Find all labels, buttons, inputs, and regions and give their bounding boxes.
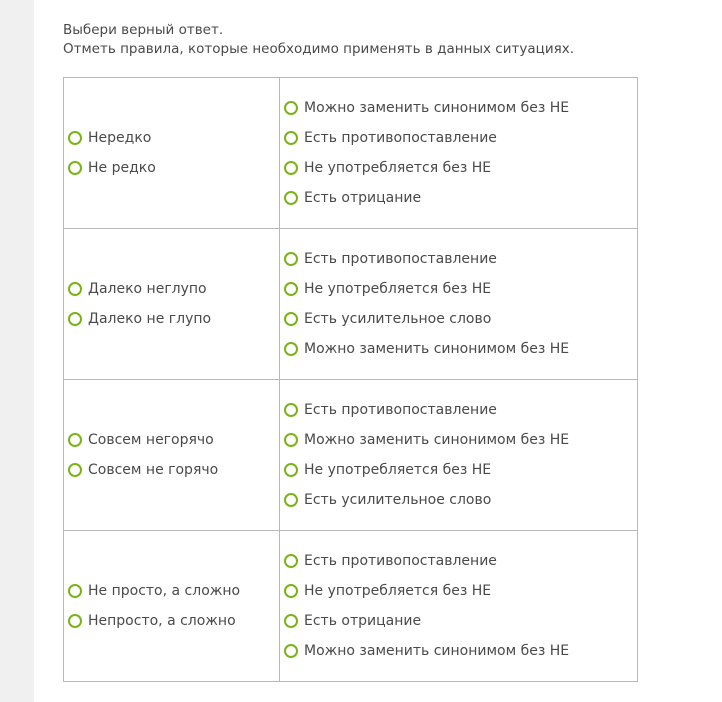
radio-button[interactable] — [284, 101, 298, 115]
word-option[interactable] — [68, 576, 279, 606]
rule-options — [280, 244, 637, 364]
radio-button[interactable] — [284, 614, 298, 628]
word-option-label: Совсем не горячо — [88, 462, 219, 478]
rule-options — [280, 93, 637, 213]
radio-button[interactable] — [284, 584, 298, 598]
word-option-label: Не просто, а сложно — [88, 583, 241, 599]
radio-button[interactable] — [284, 644, 298, 658]
radio-button[interactable] — [68, 614, 82, 628]
instruction-line-1: Выбери верный ответ. — [63, 22, 224, 38]
quiz-row — [64, 229, 638, 380]
radio-button[interactable] — [284, 403, 298, 417]
quiz-panel — [34, 0, 722, 702]
radio-button[interactable] — [284, 463, 298, 477]
word-option[interactable] — [68, 606, 279, 636]
word-options — [64, 425, 279, 485]
rule-option-label: Есть противопоставление — [304, 251, 497, 267]
word-option[interactable] — [68, 153, 279, 183]
rule-option-label: Есть отрицание — [304, 190, 422, 206]
rule-option[interactable] — [284, 274, 637, 304]
rule-option[interactable] — [284, 304, 637, 334]
quiz-table — [63, 77, 638, 682]
word-option-label: Не редко — [88, 160, 156, 176]
rule-option-label: Можно заменить синонимом без НЕ — [304, 100, 570, 116]
radio-button[interactable] — [284, 433, 298, 447]
rule-option[interactable] — [284, 334, 637, 364]
rule-option-label: Есть противопоставление — [304, 553, 497, 569]
radio-button[interactable] — [284, 161, 298, 175]
rule-options-cell — [280, 78, 638, 229]
radio-button[interactable] — [68, 312, 82, 326]
radio-button[interactable] — [284, 312, 298, 326]
rule-option-label: Можно заменить синонимом без НЕ — [304, 341, 570, 357]
radio-button[interactable] — [284, 493, 298, 507]
radio-button[interactable] — [68, 131, 82, 145]
word-option-label: Далеко не глупо — [88, 311, 212, 327]
rule-option-label: Не употребляется без НЕ — [304, 462, 492, 478]
word-option[interactable] — [68, 455, 279, 485]
instruction-line-2: Отметь правила, которые необходимо применять в данных ситуациях. — [63, 41, 574, 57]
rule-option-label: Есть усилительное слово — [304, 311, 492, 327]
word-option-label: Далеко неглупо — [88, 281, 207, 297]
rule-option-label: Не употребляется без НЕ — [304, 160, 492, 176]
rule-option[interactable] — [284, 576, 637, 606]
radio-button[interactable] — [284, 252, 298, 266]
rule-option-label: Не употребляется без НЕ — [304, 583, 492, 599]
radio-button[interactable] — [68, 433, 82, 447]
rule-option[interactable] — [284, 183, 637, 213]
rule-option[interactable] — [284, 455, 637, 485]
rule-option[interactable] — [284, 153, 637, 183]
quiz-row — [64, 78, 638, 229]
quiz-row — [64, 380, 638, 531]
word-option-label: Непросто, а сложно — [88, 613, 236, 629]
word-options — [64, 576, 279, 636]
radio-button[interactable] — [68, 584, 82, 598]
rule-option-label: Есть противопоставление — [304, 130, 497, 146]
rule-options-cell — [280, 229, 638, 380]
rule-option[interactable] — [284, 546, 637, 576]
word-options-cell — [64, 531, 280, 682]
rule-option-label: Не употребляется без НЕ — [304, 281, 492, 297]
rule-option-label: Есть противопоставление — [304, 402, 497, 418]
radio-button[interactable] — [68, 463, 82, 477]
rule-option[interactable] — [284, 636, 637, 666]
rule-options-cell — [280, 380, 638, 531]
word-option[interactable] — [68, 123, 279, 153]
word-option-label: Совсем негорячо — [88, 432, 214, 448]
word-options — [64, 274, 279, 334]
word-option[interactable] — [68, 274, 279, 304]
rule-options — [280, 395, 637, 515]
word-option[interactable] — [68, 304, 279, 334]
word-option-label: Нередко — [88, 130, 152, 146]
word-options-cell — [64, 78, 280, 229]
radio-button[interactable] — [284, 282, 298, 296]
rule-option[interactable] — [284, 485, 637, 515]
rule-option[interactable] — [284, 606, 637, 636]
radio-button[interactable] — [284, 131, 298, 145]
rule-option-label: Можно заменить синонимом без НЕ — [304, 432, 570, 448]
word-options-cell — [64, 229, 280, 380]
rule-options-cell — [280, 531, 638, 682]
rule-options — [280, 546, 637, 666]
quiz-row — [64, 531, 638, 682]
radio-button[interactable] — [284, 554, 298, 568]
radio-button[interactable] — [284, 191, 298, 205]
radio-button[interactable] — [68, 161, 82, 175]
radio-button[interactable] — [284, 342, 298, 356]
rule-option-label: Есть отрицание — [304, 613, 422, 629]
word-option[interactable] — [68, 425, 279, 455]
instructions — [63, 21, 574, 59]
rule-option[interactable] — [284, 395, 637, 425]
radio-button[interactable] — [68, 282, 82, 296]
rule-option[interactable] — [284, 425, 637, 455]
rule-option[interactable] — [284, 123, 637, 153]
word-options-cell — [64, 380, 280, 531]
word-options — [64, 123, 279, 183]
rule-option[interactable] — [284, 244, 637, 274]
rule-option[interactable] — [284, 93, 637, 123]
rule-option-label: Есть усилительное слово — [304, 492, 492, 508]
rule-option-label: Можно заменить синонимом без НЕ — [304, 643, 570, 659]
